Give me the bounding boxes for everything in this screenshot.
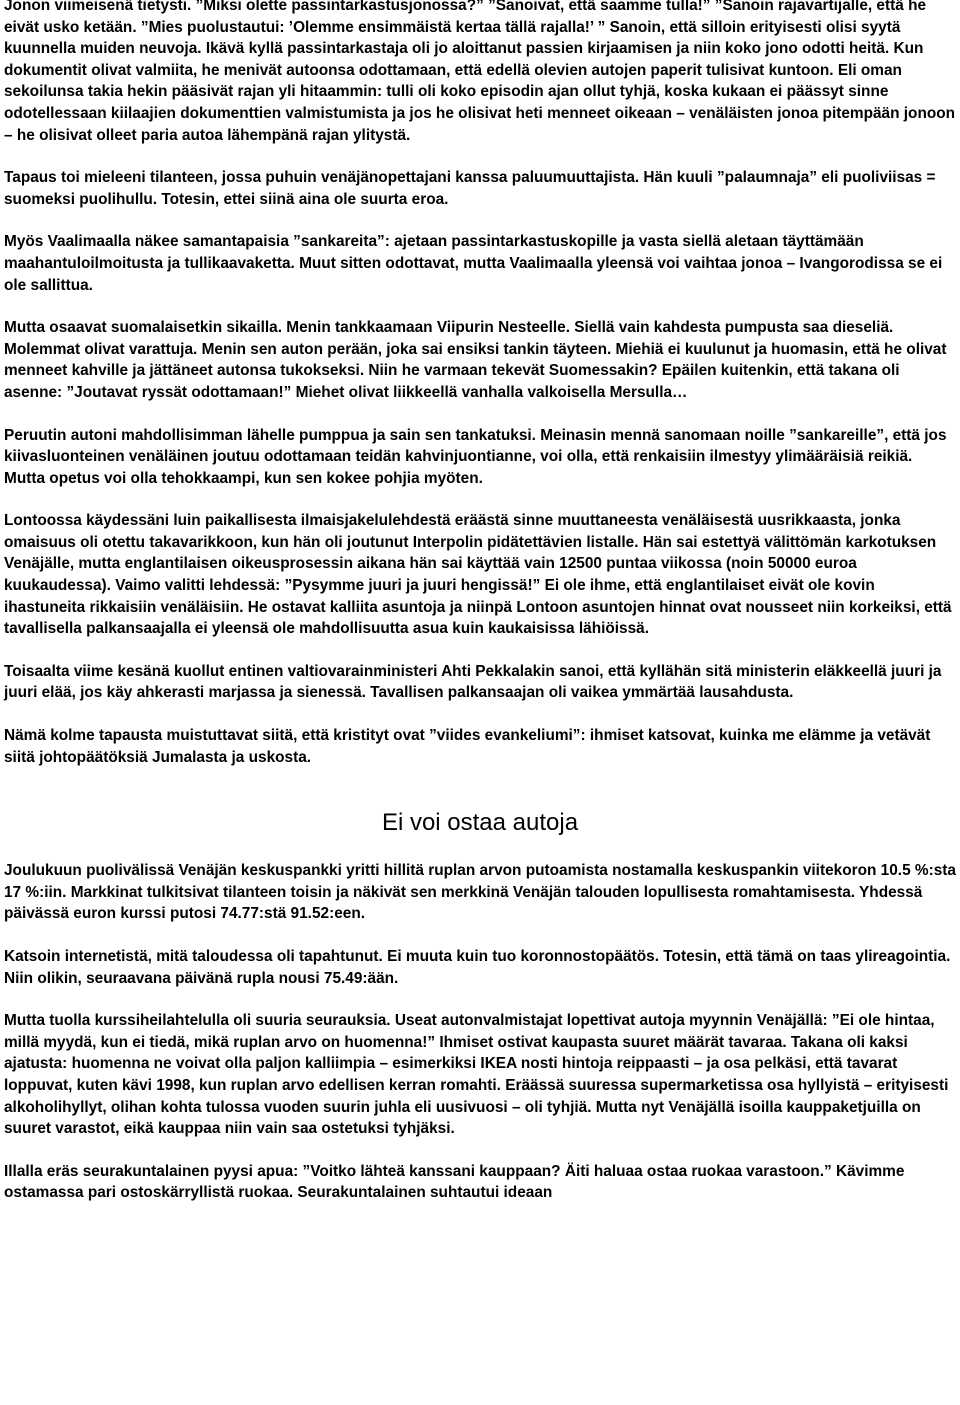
paragraph-viipuri-neste: Mutta osaavat suomalaisetkin sikailla. Menin tankkaamaan Viipurin Nesteelle. Siellä vain kahdesta pumpusta saa dieseliä. Molemmat olivat varattuja. Menin sen auton perään, joka sai ensiksi tankin täyteen. Miehiä ei kuulunut ja huomasin, että he olivat menneet kahville ja jättäneet autonsa tukokseksi. Niin he varmaan tekevät Suomessakin? Epäilen kuitenkin, että takana oli asenne: ”Joutavat ryssät odottamaan!” Miehet olivat liikkeellä vanhalla valkoisella Mersulla… — [4, 319, 947, 401]
paragraph-shopping: Illalla eräs seurakuntalainen pyysi apua: ”Voitko lähteä kanssani kauppaan? Äiti haluaa ostaa ruokaa varastoon.” Kävimme ostamassa pari ostoskärryllistä ruokaa. Seurakuntalainen suhtautui ideaan — [4, 1162, 905, 1202]
paragraph-consequences: Mutta tuolla kurssiheilahtelulla oli suuria seurauksia. Useat autonvalmistajat lopettivat autoja myynnin Venäjällä: ”Ei ole hintaa, millä myydä, kun ei tiedä, mikä ruplan arvo on huomenna!” Ihmiset ostivat kaupasta suuret määrät tavaraa. Takana oli kaksi ajatusta: huomenna ne voivat olla paljon kalliimpia – esimerkiksi IKEA nosti hintoja reippaasti – ja osa pelkäsi, että tavarat loppuvat, kuten kävi 1998, kun ruplan arvo edellisen kerran romahti. Eräässä suuressa supermarketissa osa hyllyistä – erityisesti alkoholihyllyt, olihan kohta tulossa vuoden suurin juhla eli uusivuosi – oli tyhjiä. Mutta nyt Venäjällä isoilla kauppaketjuilla on suuret varastot, eikä kauppaa niin vain saa ostetuksi tyhjäksi. — [4, 1012, 949, 1138]
paragraph-vaalimaa: Myös Vaalimaalla näkee samantapaisia ”sankareita”: ajetaan passintarkastuskopille ja vasta siellä aletaan täyttämään maahantuloilmoitusta ja tullikaavaketta. Muut sitten odottavat, mutta Vaalimaalla yleensä voi vaihtaa jonoa – Ivangorodissa se ei ole sallittua. — [4, 233, 943, 294]
paragraph-internet: Katsoin internetistä, mitä taloudessa oli tapahtunut. Ei muuta kuin tuo koronnostopäätös. Totesin, että tämä on taas ylireagointia. Niin olikin, seuraavana päivänä rupla nousi 75.49:ään. — [4, 948, 951, 987]
paragraph-refuel: Peruutin autoni mahdollisimman lähelle pumppua ja sain sen tankatuksi. Meinasin mennä sanomaan noille ”sankareille”, että jos kiivasluonteinen venäläinen joutuu odottamaan teidän kahvinjuontianne, voi olla, että renkaisiin ilmestyy ylimääräisiä reikiä. Mutta opetus voi olla tehokkaampi, kun sen kokee pohjia myöten. — [4, 426, 947, 487]
section-heading: Ei voi ostaa autoja — [381, 809, 579, 837]
paragraph-border-queue: Jonon viimeisenä tietysti. ”Miksi olette passintarkastusjonossa?” ”Sanoivat, että saamme tulla!” ”Sanoin rajavartijalle, että he eivät usko ketään. ”Mies puolustautui: ’Olemme ensimmäistä kertaa tällä rajalla!’ ” Sanoin, että silloin erityisesti olisi syytä kuunnella muiden neuvoja. Ikävä kyllä passintarkastaja oli jo aloittanut passien kirjaamisen ja niin koko jono odotti heitä. Kun dokumentit olivat valmiita, he menivät autoonsa odottamaan, että edellä olevien autojen paperit tulisivat kuntoon. Eli oman sekoilunsa takia hekin pääsivät rajan yli hitaammin: tulli oli koko episodin ajan ollut tyhjä, koska kukaan ei päässyt sinne odotellessaan kiilaajien dokumenttien valmistumista ja jos he olisivat heti menneet oikeaan – venäläisten jonoa pitempään jonoon – he olisivat olleet paria autoa lähempänä rajan ylitystä. — [4, 0, 956, 144]
paragraph-london: Lontoossa käydessäni luin paikallisesta ilmaisjakelulehdestä eräästä sinne muuttaneesta venäläisestä uusrikkaasta, jonka omaisuus oli otettu takavarikkoon, kun hän oli joutunut Interpolin pidätettävien listalle. Hän sai estettyä välittömän karkotuksen Venäjälle, mutta englantilaisen oikeusprosessin aikana hän sai käyttää vain 12500 puntaa viikossa (noin 50000 euroa kuukaudessa). Vaimo valitti lehdessä: ”Pysymme juuri ja juuri hengissä!” Ei ole ihme, että englantilaiset eivät ole kovin ihastuneita rikkaisiin venäläisiin. He ostavat kalliita asuntoja ja niinpä Lontoon asuntojen hinnat ovat nousseet niin korkeiksi, että tavallisella palkansaajalla ei yleensä ole mahdollisuutta asua kuin kaukaisissa lähiöissä. — [4, 512, 952, 638]
paragraph-central-bank: Joulukuun puolivälissä Venäjän keskuspankki yritti hillitä ruplan arvon putoamista nostamalla keskuspankin viitekoron 10.5 %:sta 17 %:iin. Markkinat tulkitsivat tilanteen toisin ja näkivät sen merkkinä Venäjän talouden lopullisesta romahtamisesta. Yhdessä päivässä euron kurssi putosi 74.77:stä 91.52:een. — [4, 862, 956, 923]
paragraph-pekkala: Toisaalta viime kesänä kuollut entinen valtiovarainministeri Ahti Pekkalakin sanoi, että kyllähän sitä ministerin eläkkeellä juuri ja juuri elää, jos käy ahkerasti marjassa ja sienessä. Tavallisen palkansaajan oli vaikea ymmärtää lausahdusta. — [4, 662, 942, 702]
paragraph-teacher-anecdote: Tapaus toi mieleeni tilanteen, jossa puhuin venäjänopettajani kanssa paluumuuttajista. Hän kuuli ”palaumnaja” eli puoliviisas = suomeksi puolihullu. Totesin, ettei siinä aina ole suurta eroa. — [4, 169, 936, 208]
paragraph-fifth-gospel: Nämä kolme tapausta muistuttavat siitä, että kristityt ovat ”viides evankeliumi”: ihmiset katsovat, kuinka me elämme ja vetävät siitä johtopäätöksiä Jumalasta ja uskosta. — [4, 727, 931, 766]
